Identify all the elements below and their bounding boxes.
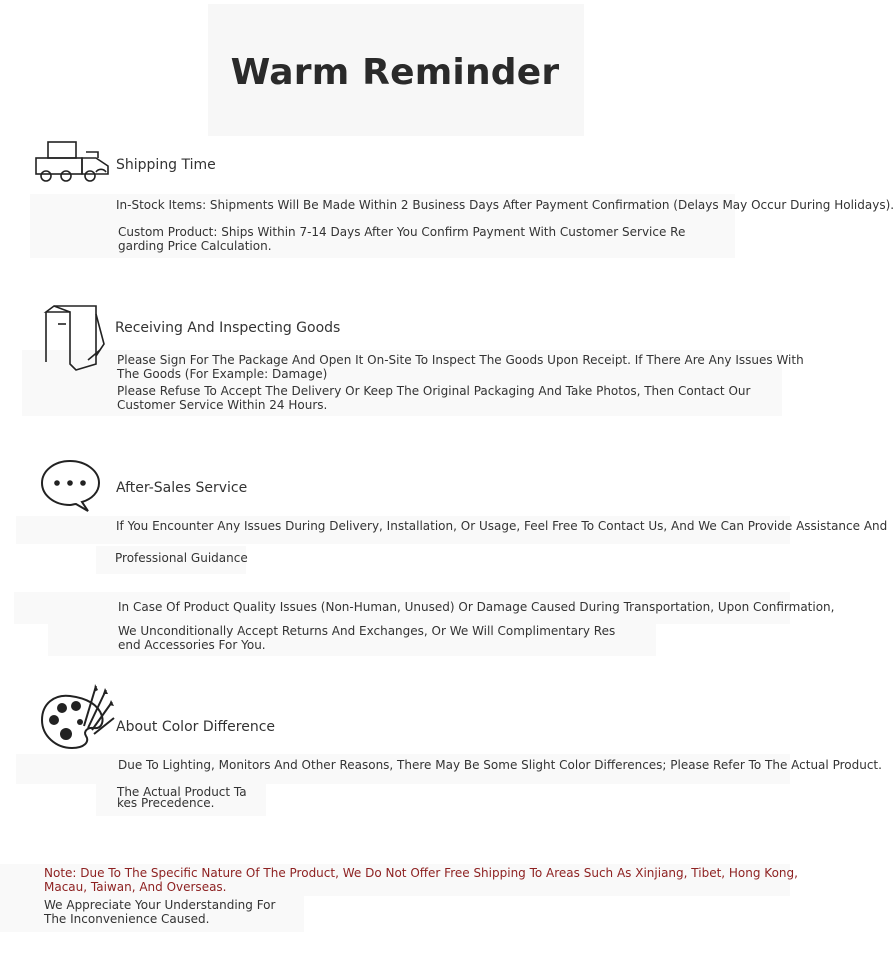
- palette-icon: [40, 682, 116, 752]
- shipping-note-line-1: Note: Due To The Specific Nature Of The Product, We Do Not Offer Free Shipping To Areas Such As Xinjiang, Tibet, Hong Kong,: [44, 866, 798, 880]
- color-line-difference: Due To Lighting, Monitors And Other Reasons, There May Be Some Slight Color Differences; Please Refer To The Actual Product.: [118, 758, 882, 772]
- shipping-line-custom-b: garding Price Calculation.: [118, 239, 272, 253]
- page-title: Warm Reminder: [230, 52, 560, 93]
- shipping-line-custom-a: Custom Product: Ships Within 7-14 Days After You Confirm Payment With Customer Service Re: [118, 225, 686, 239]
- thanks-line-2: The Inconvenience Caused.: [44, 912, 210, 926]
- after-sales-line-returns-a: We Unconditionally Accept Returns And Exchanges, Or We Will Complimentary Res: [118, 624, 616, 638]
- receiving-line-refuse-a: Please Refuse To Accept The Delivery Or Keep The Original Packaging And Take Photos, Then Contact Our: [117, 384, 751, 398]
- shipping-note-line-2: Macau, Taiwan, And Overseas.: [44, 880, 227, 894]
- receiving-line-refuse-b: Customer Service Within 24 Hours.: [117, 398, 328, 412]
- shipping-heading: Shipping Time: [116, 157, 216, 173]
- chat-bubble-icon: [40, 458, 104, 514]
- shipping-line-in-stock: In-Stock Items: Shipments Will Be Made Within 2 Business Days After Payment Confirmation (Delays May Occur During Holidays).: [116, 198, 894, 212]
- after-sales-line-quality: In Case Of Product Quality Issues (Non-Human, Unused) Or Damage Caused During Transportation, Upon Confirmation,: [118, 600, 835, 614]
- after-sales-line-guidance: Professional Guidance: [115, 551, 248, 565]
- color-heading: About Color Difference: [116, 719, 276, 735]
- receiving-line-inspect-b: The Goods (For Example: Damage): [117, 367, 328, 381]
- color-line-precedence-a: The Actual Product Ta: [117, 785, 247, 799]
- after-sales-line-returns-b: end Accessories For You.: [118, 638, 266, 652]
- after-sales-line-contact: If You Encounter Any Issues During Delivery, Installation, Or Usage, Feel Free To Contact Us, And We Can Provide Assistance And: [116, 519, 888, 533]
- truck-icon: [34, 140, 116, 186]
- color-line-precedence-b: kes Precedence.: [117, 796, 215, 810]
- thanks-line-1: We Appreciate Your Understanding For: [44, 898, 276, 912]
- receiving-heading: Receiving And Inspecting Goods: [115, 320, 341, 336]
- package-box-icon: [40, 304, 106, 372]
- after-sales-heading: After-Sales Service: [116, 480, 248, 496]
- receiving-line-inspect-a: Please Sign For The Package And Open It On-Site To Inspect The Goods Upon Receipt. If There Are Any Issues With: [117, 353, 804, 367]
